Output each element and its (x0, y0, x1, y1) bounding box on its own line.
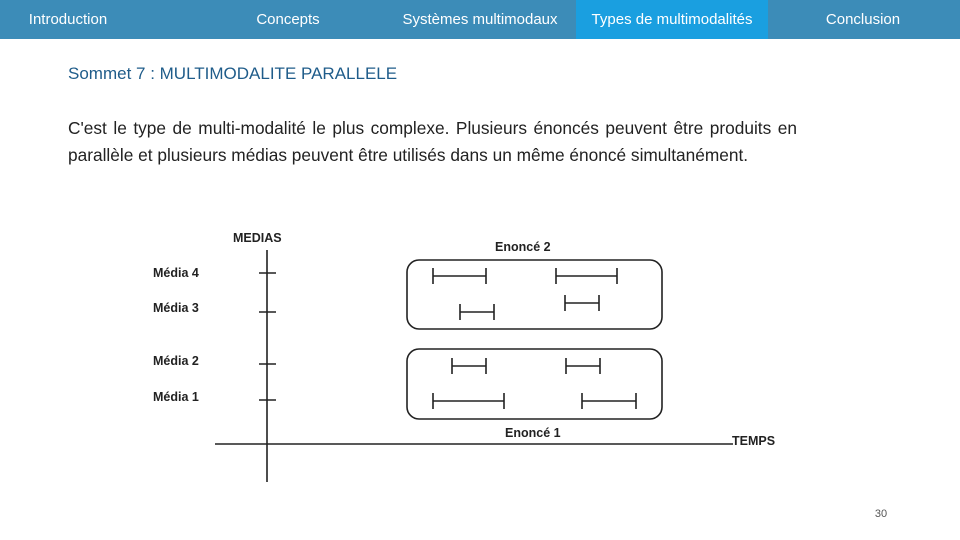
parallel-multimodality-diagram (145, 222, 795, 487)
enonce-1-label: Enoncé 1 (505, 426, 561, 440)
segment-enonce1-media2-b (566, 358, 600, 374)
media-label-4: Média 4 (153, 266, 199, 280)
segment-enonce2-media4-a (433, 268, 486, 284)
media-label-3: Média 3 (153, 301, 199, 315)
enonce-2-box (407, 260, 662, 329)
segment-enonce2-media4-b (556, 268, 617, 284)
top-navigation-bar (0, 0, 960, 39)
media-label-1: Média 1 (153, 390, 199, 404)
x-axis-label: TEMPS (732, 434, 776, 448)
segment-enonce1-media2-a (452, 358, 486, 374)
nav-item-concepts[interactable]: Concepts (256, 11, 320, 28)
segment-enonce1-media1-a (433, 393, 504, 409)
nav-item-conclusion[interactable]: Conclusion (825, 11, 901, 28)
segment-enonce2-media3-a (460, 304, 494, 320)
slide-paragraph: C'est le type de multi-modalité le plus complexe. Plusieurs énoncés peuvent être produits en parallèle et plusieurs médias peuvent être utilisés dans un même énoncé simultanément. (68, 118, 797, 165)
enonce-2-label: Enoncé 2 (495, 240, 551, 254)
slide-heading: Sommet 7 : MULTIMODALITE PARALLELE (68, 64, 398, 83)
segment-enonce1-media1-b (582, 393, 636, 409)
segment-enonce2-media3-b (565, 295, 599, 311)
page-number: 30 (874, 508, 888, 520)
nav-item-introduction[interactable]: Introduction (28, 11, 108, 28)
nav-item-systemes-multimodaux[interactable]: Systèmes multimodaux (402, 11, 558, 28)
y-axis-label: MEDIAS (233, 231, 282, 245)
media-label-2: Média 2 (153, 354, 199, 368)
enonce-1-box (407, 349, 662, 419)
nav-item-types-de-multimodalites[interactable]: Types de multimodalités (576, 0, 768, 39)
